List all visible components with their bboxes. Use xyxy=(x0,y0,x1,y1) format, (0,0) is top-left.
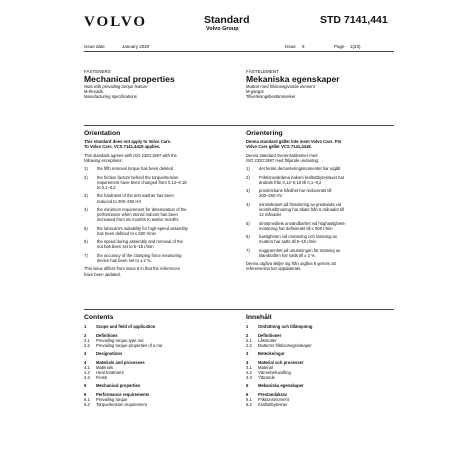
section-heading: Contents xyxy=(84,314,114,321)
toc-label: Kraftuttbytesrav xyxy=(258,401,288,407)
toc-label: Mechanical properties xyxy=(96,383,141,389)
item-number: 4) xyxy=(246,201,250,207)
toc-label: Materials xyxy=(96,364,113,370)
orientation-section-sv xyxy=(246,130,394,272)
toc-number: 2.1 xyxy=(246,337,252,343)
orientation-divider xyxy=(84,125,394,126)
closing-line: have been updated. xyxy=(84,271,122,277)
toc-entry[interactable] xyxy=(84,375,232,380)
intro-line: ISO 2320:1997 med följande undantag: xyxy=(246,157,320,163)
toc-number: 4.1 xyxy=(246,364,252,370)
item-line: device has been set to ± 2 %. xyxy=(97,257,152,263)
toc-label: Definitions xyxy=(96,332,118,338)
toc-label: Prevailing torque type nut xyxy=(96,337,144,343)
item-number: 1) xyxy=(84,166,88,172)
item-line: minimikravet på försämring av prestanda vid xyxy=(259,201,342,207)
item-number: 6) xyxy=(246,234,250,240)
toc-label: Prestandakrav xyxy=(258,391,287,397)
toc-entry[interactable] xyxy=(246,375,394,380)
item-line: the speed during assembly and removal of the xyxy=(97,239,183,245)
toc-number: 6 xyxy=(84,391,87,397)
intro-line: following exceptions: xyxy=(84,157,123,163)
toc-label: Beteckningar xyxy=(258,351,285,357)
issue-date: January 2020 xyxy=(122,44,150,49)
toc-label: Materials and processes xyxy=(96,359,145,365)
toc-label: Omfattning och tillämpning xyxy=(258,324,313,330)
toc-number: 6.2 xyxy=(84,401,90,407)
item-line: the lubricant's suitability for high-speed assembly xyxy=(97,225,188,231)
notice-line: To Volvo Cars, VCS 7141,4419 applies. xyxy=(84,144,161,150)
item-line: hastigheten vid montering och lossning av xyxy=(259,234,337,240)
item-line: montering har definierats till ≤ 500 r/min xyxy=(259,225,333,231)
item-number: 7) xyxy=(84,252,88,258)
header-divider xyxy=(84,51,394,52)
list-item xyxy=(84,239,232,249)
toc-label: Mutterns friktionsegenskaper xyxy=(258,342,312,348)
toc-label: Värmebehandling xyxy=(258,369,291,375)
toc-number: 4.3 xyxy=(84,374,90,380)
toc-number: 3 xyxy=(84,351,87,357)
item-number: 7) xyxy=(246,247,250,253)
item-line: 200–250 HV xyxy=(259,193,283,199)
item-number: 3) xyxy=(84,193,88,199)
item-number: 1) xyxy=(246,166,250,172)
toc-label: Finish xyxy=(96,374,108,380)
item-number: 3) xyxy=(246,188,250,194)
closing-line: This issue differs from issue 8 in that the references xyxy=(84,266,180,272)
list-item xyxy=(246,234,394,244)
item-line: inomhusförvaring har ökats från 6 månader till xyxy=(259,207,345,212)
list-item xyxy=(246,248,394,258)
document-title: Mechanical properties xyxy=(84,74,175,85)
list-item xyxy=(84,193,232,203)
toc-number: 1 xyxy=(84,324,87,330)
closing-line: referenserna har uppdaterats. xyxy=(246,266,302,272)
subtitle-line: Manufacturing specifications xyxy=(84,93,137,99)
item-line: smörjmedlets användbarhet vid höghastighets- xyxy=(259,220,346,226)
list-item xyxy=(84,166,232,171)
list-item xyxy=(246,166,394,171)
toc-number: 4 xyxy=(84,359,87,365)
toc-entry[interactable] xyxy=(246,351,394,356)
item-number: 2) xyxy=(246,174,250,180)
item-line: the friction factors behind the torque/tension xyxy=(97,174,179,180)
issue-number: 9 xyxy=(302,44,305,49)
item-number: 2) xyxy=(84,174,88,180)
toc-label: Definitioner xyxy=(258,332,282,338)
contents-divider xyxy=(84,309,394,310)
toc-number: 6.1 xyxy=(84,396,90,402)
toc-label: Designations xyxy=(96,351,123,357)
toc-entry[interactable] xyxy=(84,402,232,407)
volvo-logo: VOLVO xyxy=(84,14,148,30)
list-item xyxy=(246,188,394,198)
toc-number: 2 xyxy=(84,332,87,338)
toc-number: 6 xyxy=(246,391,249,397)
category-label: FASTENERS xyxy=(84,69,111,74)
list-item xyxy=(246,221,394,231)
toc-number: 2 xyxy=(246,332,249,338)
item-line: to 0,1–0,2 xyxy=(97,184,116,190)
document-title: Mekaniska egenskaper xyxy=(246,74,340,85)
toc-label: Torque/tension requirement xyxy=(96,401,147,407)
toc-number: 4.2 xyxy=(246,369,252,375)
toc-number: 3 xyxy=(246,351,249,357)
item-line: increased from six months to twelve months xyxy=(97,217,179,223)
toc-entry[interactable] xyxy=(84,343,232,348)
toc-label: Performance requirements xyxy=(96,391,150,397)
item-number: 5) xyxy=(246,220,250,226)
toc-number: 1 xyxy=(246,324,249,330)
standard-number: STD 7141,441 xyxy=(320,14,388,26)
page-number: 1(23) xyxy=(350,44,361,49)
item-line: the accuracy of the clamping force measuring xyxy=(97,252,182,258)
item-number: 4) xyxy=(84,207,88,212)
item-line: klämkraften har satts till ± 2 %. xyxy=(259,252,316,258)
notice-line: Denna standard gäller inte inom Volvo Cars. För xyxy=(246,139,342,144)
item-number: 6) xyxy=(84,239,88,245)
toc-label: Prevailing torque properties of a nut xyxy=(96,342,163,348)
intro-line: This standard agrees with ISO 2320:1997 with the xyxy=(84,152,177,158)
toc-number: 2.1 xyxy=(84,337,90,343)
toc-label: Material xyxy=(258,364,273,370)
issue-label: Issue xyxy=(285,44,296,49)
list-item xyxy=(246,202,394,217)
toc-entry[interactable] xyxy=(246,343,394,348)
toc-number: 4.2 xyxy=(84,369,90,375)
title-block-sv xyxy=(246,69,394,100)
toc-label: Låsmutter xyxy=(258,337,277,343)
item-line: performance when stored indoors has been xyxy=(97,212,178,218)
item-line: Friktionsvärdena bakom kraftuttbytesravet har xyxy=(259,174,345,180)
contents-section-sv xyxy=(246,314,394,407)
item-line: nut has been set to 5–15 r/min xyxy=(97,244,154,250)
toc-entry[interactable] xyxy=(246,402,394,407)
toc-number: 4.3 xyxy=(246,374,252,380)
section-heading: Orientation xyxy=(84,130,121,137)
toc-number: 5 xyxy=(84,383,87,389)
orientation-section-en xyxy=(84,130,232,277)
toc-label: Friktionsmoment xyxy=(258,396,289,402)
toc-number: 4.1 xyxy=(84,364,90,370)
toc-entry[interactable] xyxy=(246,324,394,329)
list-item xyxy=(84,175,232,190)
list-item xyxy=(84,226,232,236)
list-item xyxy=(84,253,232,263)
intro-line: Denna standard överensstämmer med xyxy=(246,152,318,158)
item-line: noggrannhet på utrustningen för mätning av xyxy=(259,247,341,253)
page-label: Page xyxy=(334,44,345,49)
item-line: has been defined to ≤ 500 r/min xyxy=(97,230,156,236)
toc-number: 2.2 xyxy=(84,342,90,348)
list-item xyxy=(246,175,394,185)
category-label: FÄSTELEMENT xyxy=(246,69,279,74)
subtitle-line: Nuts with prevailing torque feature xyxy=(84,84,148,90)
toc-entry[interactable] xyxy=(84,383,232,388)
item-line: det femte demonteringsmomentet har utgått xyxy=(259,166,341,172)
section-heading: Orientering xyxy=(246,130,283,137)
toc-number: 2.2 xyxy=(246,342,252,348)
item-line: 12 månader xyxy=(259,212,282,218)
title-block-en xyxy=(84,69,232,100)
item-line: ändrats från 0,12–0,18 till 0,1–0,2 xyxy=(259,179,322,185)
subtitle-line: M-threads xyxy=(84,89,103,94)
item-line: reduced to 200–250 HV xyxy=(97,198,142,204)
toc-entry[interactable] xyxy=(246,383,394,388)
item-line: the fifth removal torque has been deleted xyxy=(97,166,174,172)
toc-label: Ytbrande xyxy=(258,374,275,380)
item-line: the hardness of the test washer has been xyxy=(97,193,174,199)
toc-number: 5 xyxy=(246,383,249,389)
notice-line: This standard does not apply to Volvo Cars. xyxy=(84,139,172,144)
item-line: provbrickans hårdhet har reducerats till xyxy=(259,188,332,194)
toc-label: Scope and field of application xyxy=(96,324,156,330)
item-line: requirement have been changed from 0,12–0,18 xyxy=(97,179,187,185)
subtitle-line: Tillverkningsbestämmelser xyxy=(246,93,296,99)
list-item xyxy=(84,207,232,222)
toc-label: Material och processer xyxy=(258,359,304,365)
item-line: muttern har satts till 5–15 r/min xyxy=(259,239,317,245)
toc-label: Prevailing torque xyxy=(96,396,128,402)
toc-number: 6.2 xyxy=(246,401,252,407)
subtitle-line: M-gängor xyxy=(246,89,264,94)
organization: Volvo Group xyxy=(206,26,239,32)
closing-line: Denna utgåva skiljer sig från utgåva 8 genom att xyxy=(246,261,336,267)
notice-line: Volvo Cars gäller VCS 7141,4419. xyxy=(246,144,312,150)
toc-label: Mekaniska egenskaper xyxy=(258,383,304,389)
item-line: the minimum requirement for deterioration of the xyxy=(97,207,187,212)
issue-date-label: Issue date xyxy=(84,44,105,49)
toc-entry[interactable] xyxy=(84,324,232,329)
toc-entry[interactable] xyxy=(84,351,232,356)
item-number: 5) xyxy=(84,225,88,231)
toc-number: 6.1 xyxy=(246,396,252,402)
document-type: Standard xyxy=(204,14,250,26)
contents-section-en xyxy=(84,314,232,407)
toc-number: 4 xyxy=(246,359,249,365)
subtitle-line: Muttrar med friktionsgivande element xyxy=(246,84,315,90)
section-heading: Innehåll xyxy=(246,314,272,321)
toc-label: Heat treatment xyxy=(96,369,124,375)
